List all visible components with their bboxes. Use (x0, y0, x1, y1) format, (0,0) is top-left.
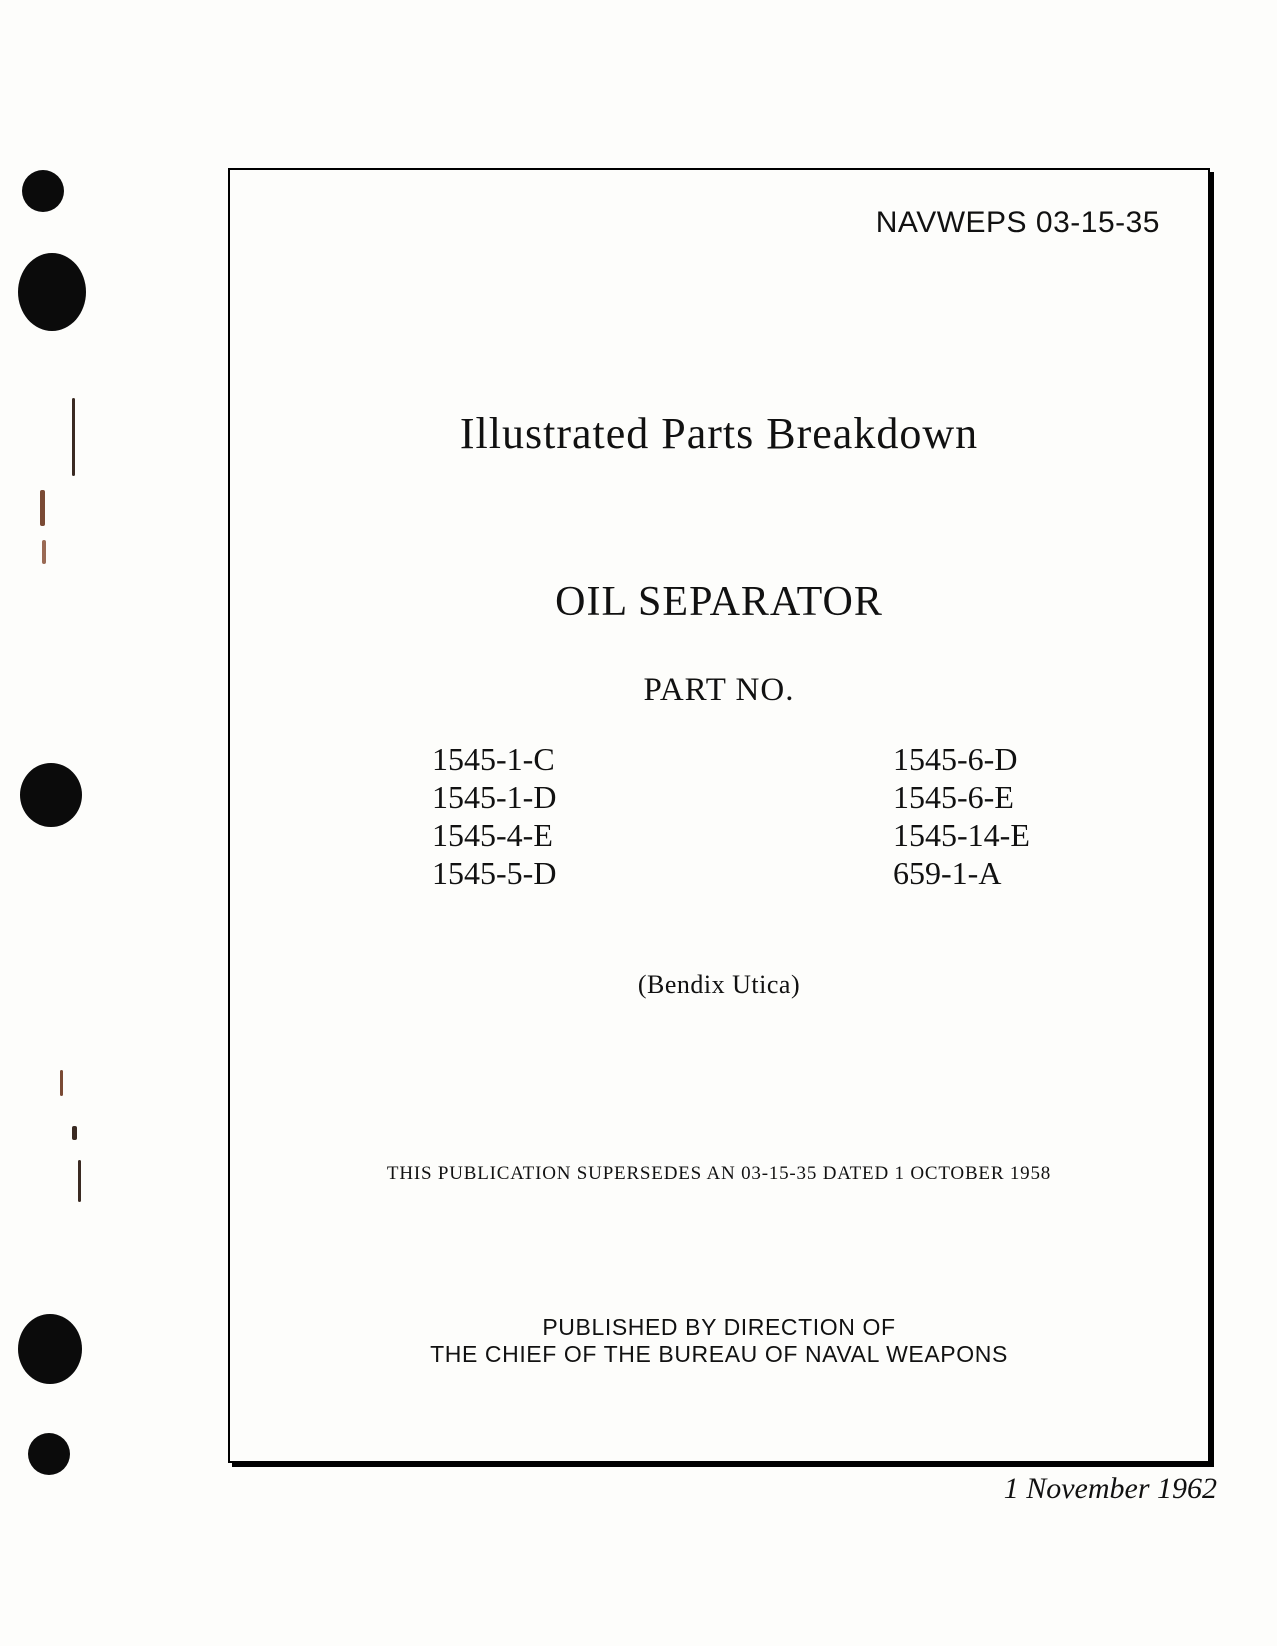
subject-title: OIL SEPARATOR (555, 579, 883, 625)
scan-mark (72, 398, 75, 476)
scan-mark (42, 540, 46, 564)
part-number: 1545-1-C (432, 741, 555, 777)
part-number-label: PART NO. (643, 672, 795, 708)
part-number-list-left (432, 740, 556, 892)
part-number: 1545-6-D (893, 741, 1018, 777)
scan-mark (60, 1070, 63, 1096)
cover-frame (228, 168, 1210, 1463)
binder-hole (28, 1433, 70, 1475)
part-number: 659-1-A (893, 855, 1002, 891)
part-number: 1545-4-E (432, 817, 553, 853)
scan-mark (40, 490, 45, 526)
part-number: 1545-1-D (432, 779, 557, 815)
part-number: 1545-6-E (893, 779, 1014, 815)
publisher-line: THE CHIEF OF THE BUREAU OF NAVAL WEAPONS (430, 1341, 1008, 1367)
page-title: Illustrated Parts Breakdown (459, 409, 979, 458)
publisher-statement (230, 1314, 1208, 1368)
document-number: NAVWEPS 03-15-35 (875, 206, 1160, 239)
supersedes-notice: THIS PUBLICATION SUPERSEDES AN 03-15-35 DATED 1 OCTOBER 1958 (386, 1163, 1052, 1184)
binder-hole (18, 1314, 82, 1384)
scan-mark (72, 1126, 77, 1140)
binder-hole (20, 763, 82, 827)
binder-hole (22, 170, 64, 212)
binder-hole (18, 253, 86, 331)
publisher-line: PUBLISHED BY DIRECTION OF (542, 1314, 896, 1340)
part-number: 1545-14-E (893, 817, 1030, 853)
scan-mark (78, 1160, 81, 1202)
part-number: 1545-5-D (432, 855, 557, 891)
part-number-list-right (893, 740, 1030, 892)
manufacturer: (Bendix Utica) (637, 970, 801, 999)
publication-date: 1 November 1962 (1003, 1472, 1217, 1505)
